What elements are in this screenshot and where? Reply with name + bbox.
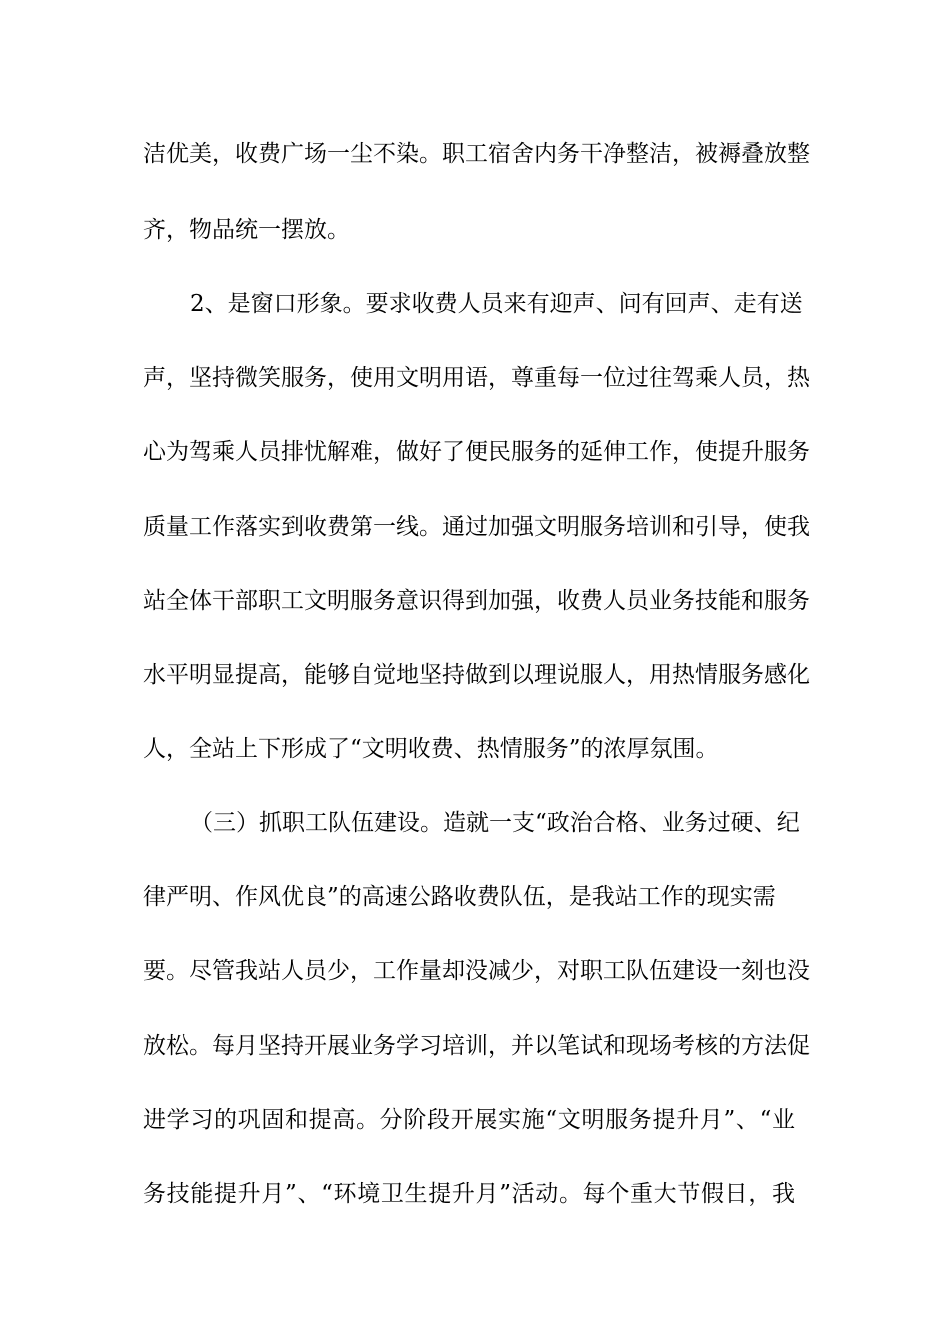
text-line-2: 齐，物品统一摆放。 (143, 217, 350, 243)
text-line-10: （三）抓职工队伍建设。造就一支“政治合格、业务过硬、纪 (190, 810, 800, 836)
text-line-12: 要。尽管我站人员少，工作量却没减少，对职工队伍建设一刻也没 (143, 958, 810, 984)
text-line-15: 务技能提升月”、“环境卫生提升月”活动。每个重大节假日，我 (143, 1181, 795, 1207)
text-line-8: 水平明显提高，能够自觉地坚持做到以理说服人，用热情服务感化 (143, 662, 810, 688)
text-line-4: 声，坚持微笑服务，使用文明用语，尊重每一位过往驾乘人员，热 (143, 365, 810, 391)
text-line-11: 律严明、作风优良”的高速公路收费队伍，是我站工作的现实需 (143, 884, 776, 910)
text-line-5: 心为驾乘人员排忧解难，做好了便民服务的延伸工作，使提升服务 (143, 439, 810, 465)
text-line-9: 人，全站上下形成了“文明收费、热情服务”的浓厚氛围。 (143, 736, 719, 762)
text-line-1: 洁优美，收费广场一尘不染。职工宿舍内务干净整洁，被褥叠放整 (143, 141, 810, 167)
text-line-13: 放松。每月坚持开展业务学习培训，并以笔试和现场考核的方法促 (143, 1033, 810, 1059)
text-line-6: 质量工作落实到收费第一线。通过加强文明服务培训和引导，使我 (143, 514, 810, 540)
text-line-7: 站全体干部职工文明服务意识得到加强，收费人员业务技能和服务 (143, 588, 810, 614)
text-line-3: 2、是窗口形象。要求收费人员来有迎声、问有回声、走有送 (190, 291, 803, 317)
text-line-14: 进学习的巩固和提高。分阶段开展实施“文明服务提升月”、“业 (143, 1107, 795, 1133)
